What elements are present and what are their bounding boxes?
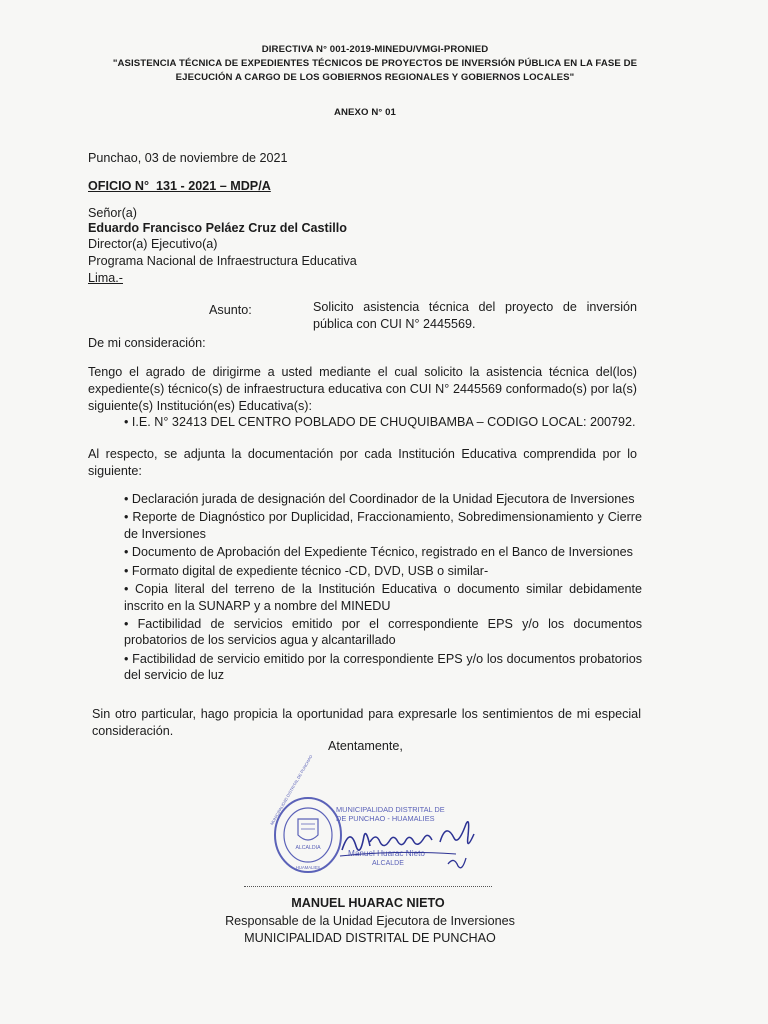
recipient-city: Lima.- xyxy=(88,271,123,285)
handwritten-signature-icon xyxy=(336,812,486,874)
subject-text: Solicito asistencia técnica del proyecto de inversión pública con CUI N° 2445569. xyxy=(313,300,637,331)
document-item: • Copia literal del terreno de la Institución Educativa o documento similar debidamente inscrito en la SUNARP y a nombre del MINEDU xyxy=(124,582,642,613)
signatory-entity: MUNICIPALIDAD DISTRITAL DE PUNCHAO xyxy=(244,931,496,945)
seal-bottom-text: HUAMALIES xyxy=(295,865,321,870)
recipient-organization: Programa Nacional de Infraestructura Educativa xyxy=(88,254,357,268)
letter-date: Punchao, 03 de noviembre de 2021 xyxy=(88,151,288,165)
paragraph-attachments: Al respecto, se adjunta la documentación por cada Institución Educativa comprendida por lo siguiente: xyxy=(88,447,637,478)
oficio-number: OFICIO N° 131 - 2021 – MDP/A xyxy=(88,179,271,193)
farewell: Atentamente, xyxy=(328,739,403,753)
stamp-line1: MUNICIPALIDAD DISTRITAL DE xyxy=(336,805,445,814)
recipient-role: Director(a) Ejecutivo(a) xyxy=(88,237,218,251)
subject-label: Asunto: xyxy=(209,303,252,317)
document-item: • Formato digital de expediente técnico -CD, DVD, USB o similar- xyxy=(124,563,489,578)
directive-title: DIRECTIVA N° 001-2019-MINEDU/VMGI-PRONIED xyxy=(261,44,489,55)
school-item: • I.E. N° 32413 DEL CENTRO POBLADO DE CHUQUIBAMBA – CODIGO LOCAL: 200792. xyxy=(124,415,636,429)
annex-label: ANEXO N° 01 xyxy=(334,107,396,118)
seal-ring-text: MUNICIPALIDAD DISTRITAL DE PUNCHAO xyxy=(269,754,314,826)
recipient-name: Eduardo Francisco Peláez Cruz del Castillo xyxy=(88,221,347,235)
document-item: • Declaración jurada de designación del Coordinador de la Unidad Ejecutora de Inversiones xyxy=(124,492,635,506)
signature-line xyxy=(244,886,492,887)
directive-subtitle-line1: "ASISTENCIA TÉCNICA DE EXPEDIENTES TÉCNICOS DE PROYECTOS DE INVERSIÓN PÚBLICA EN LA FASE DE xyxy=(112,58,638,69)
seal-center-text: ALCALDIA xyxy=(295,845,321,851)
stamp-line4: ALCALDE xyxy=(372,860,404,867)
paragraph-request: Tengo el agrado de dirigirme a usted mediante el cual solicito la asistencia técnica del(los) expediente(s) técnico(s) de infraestructura educativa con CUI N° 2445569 conformado(s) por la(s) siguiente(s) Institución(es) Educativa(s): xyxy=(88,365,637,413)
documents-list xyxy=(124,491,642,686)
recipient-salutation: Señor(a) xyxy=(88,206,137,220)
greeting: De mi consideración: xyxy=(88,336,206,350)
document-item: • Documento de Aprobación del Expediente Técnico, registrado en el Banco de Inversiones xyxy=(124,545,633,560)
stamp-line3: Manuel Huarac Nieto xyxy=(348,849,425,858)
signatory-title: Responsable de la Unidad Ejecutora de Inversiones xyxy=(225,914,515,928)
document-item: • Factibilidad de servicio emitido por la correspondiente EPS y/o los documentos probatorios del servicio de luz xyxy=(124,651,642,683)
stamp-line2: DE PUNCHAO - HUAMALIES xyxy=(336,814,435,823)
closing-paragraph: Sin otro particular, hago propicia la oportunidad para expresarle los sentimientos de mi especial consideración. xyxy=(92,707,641,738)
directive-subtitle-line2: EJECUCIÓN A CARGO DE LOS GOBIERNOS REGIONALES Y GOBIERNOS LOCALES" xyxy=(175,72,575,83)
signatory-name: MANUEL HUARAC NIETO xyxy=(291,896,445,910)
document-item: • Factibilidad de servicios emitido por el correspondiente EPS y/o los documentos probatorios de los servicios agua y alcantarillado xyxy=(124,617,642,648)
document-item: • Reporte de Diagnóstico por Duplicidad, Fraccionamiento, Sobredimensionamiento y Cierre de Inversiones xyxy=(124,510,642,541)
